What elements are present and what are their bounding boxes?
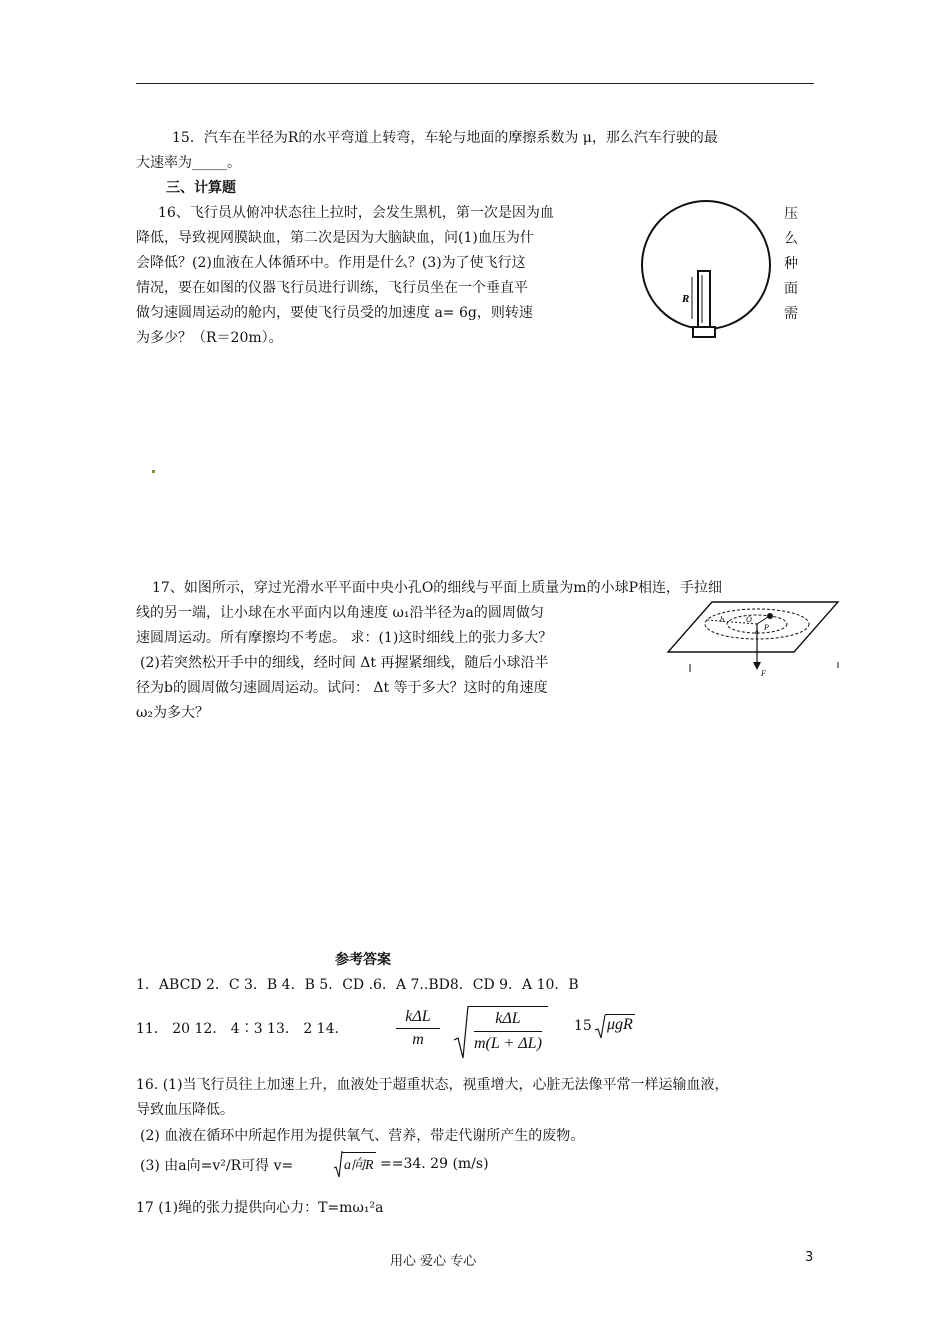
figure-label-o: O bbox=[746, 615, 752, 624]
q16-right-char: 面 bbox=[784, 281, 798, 297]
figure-label-f: F bbox=[761, 669, 766, 678]
fraction1-denominator: m bbox=[412, 1031, 424, 1048]
answer15-sqrt: μgR bbox=[607, 1016, 633, 1033]
q16-right-char: 需 bbox=[784, 306, 798, 322]
fraction1-numerator: kΔL bbox=[396, 1008, 440, 1029]
q17-line: ω₂为多大？ bbox=[136, 705, 210, 721]
figure-label-p: P bbox=[764, 623, 769, 632]
answers-heading: 参考答案 bbox=[335, 952, 391, 968]
answer16-1b: 导致血压降低。 bbox=[136, 1102, 234, 1118]
figure-label-r: R bbox=[682, 293, 690, 305]
q16-line: 为多少？（R＝20m）。 bbox=[136, 330, 283, 346]
q16-right-char: 种 bbox=[784, 256, 798, 272]
figure-label-a: a bbox=[755, 628, 759, 636]
q17-line: 线的另一端，让小球在水平面内以角速度 ω₁沿半径为a的圆周做匀 bbox=[136, 605, 544, 621]
answer14-fraction2 bbox=[468, 1006, 548, 1053]
stray-dot bbox=[152, 470, 155, 473]
q17-line: 17、如图所示，穿过光滑水平平面中央小孔O的细线与平面上质量为m的小球P相连，手拉细 bbox=[152, 580, 722, 596]
q17-line: 速圆周运动。所有摩擦均不考虑。 求：(1)这时细线上的张力多大？ bbox=[136, 630, 553, 646]
answers-row2-prefix: 11． 20 12． 4∶3 13． 2 14． bbox=[136, 1021, 349, 1037]
q16-line: 情况，要在如图的仪器飞行员进行训练，飞行员坐在一个垂直平 bbox=[136, 280, 528, 296]
q16-line: 降低，导致视网膜缺血，第二次是因为大脑缺血，问(1)血压为什 bbox=[136, 230, 534, 246]
q16-right-char: 么 bbox=[784, 231, 798, 247]
footer-motto: 用心 爱心 专心 bbox=[390, 1254, 477, 1269]
q16-line: 做匀速圆周运动的舱内，要使飞行员受的加速度 a= 6g，则转速 bbox=[136, 305, 533, 321]
section-heading: 三、计算题 bbox=[166, 180, 236, 196]
figure-label-b: b bbox=[720, 615, 724, 624]
page-number: 3 bbox=[805, 1250, 814, 1265]
answer16-3-sqrt: a向R bbox=[342, 1152, 376, 1174]
answers-row1: 1．ABCD 2．C 3．B 4．B 5．CD .6．A 7..BD8．CD 9．A 10．B bbox=[136, 977, 579, 993]
header-rule bbox=[136, 83, 814, 84]
answer14-fraction1 bbox=[396, 1008, 440, 1049]
q16-line: 16、飞行员从俯冲状态往上拉时，会发生黑机，第一次是因为血 bbox=[158, 205, 554, 221]
answer16-3-prefix: (3) 由a向=v²/R可得 v= bbox=[140, 1158, 294, 1174]
q17-line: (2)若突然松开手中的细线，经时间 Δt 再握紧细线，随后小球沿半 bbox=[140, 655, 549, 671]
centrifuge-figure bbox=[640, 195, 780, 345]
answer16-1a: 16. (1)当飞行员往上加速上升，血液处于超重状态，视重增大，心脏无法像平常一样运输血液， bbox=[136, 1077, 729, 1093]
fraction2-denominator: m(L + ΔL) bbox=[474, 1035, 542, 1052]
q15-line1: 15．汽车在半径为R的水平弯道上转弯，车轮与地面的摩擦系数为 μ，那么汽车行驶的最 bbox=[172, 130, 718, 146]
q17-line: 径为b的圆周做匀速圆周运动。试问： Δt 等于多大？这时的角速度 bbox=[136, 680, 548, 696]
fraction2-numerator: kΔL bbox=[474, 1010, 542, 1032]
q16-line: 会降低？(2)血液在人体循环中。作用是什么？(3)为了使飞行这 bbox=[136, 255, 526, 271]
answer15-label: 15 bbox=[574, 1018, 592, 1034]
answer16-3-suffix: ==34. 29 (m/s) bbox=[380, 1156, 489, 1172]
q15-line2: 大速率为_____。 bbox=[136, 155, 241, 171]
answer17-1: 17 (1)绳的张力提供向心力：T=mω₁²a bbox=[136, 1200, 384, 1216]
plane-figure bbox=[660, 596, 850, 686]
q16-right-char: 压 bbox=[784, 206, 798, 222]
answer16-2: (2) 血液在循环中所起作用为提供氧气、营养，带走代谢所产生的废物。 bbox=[140, 1128, 585, 1144]
